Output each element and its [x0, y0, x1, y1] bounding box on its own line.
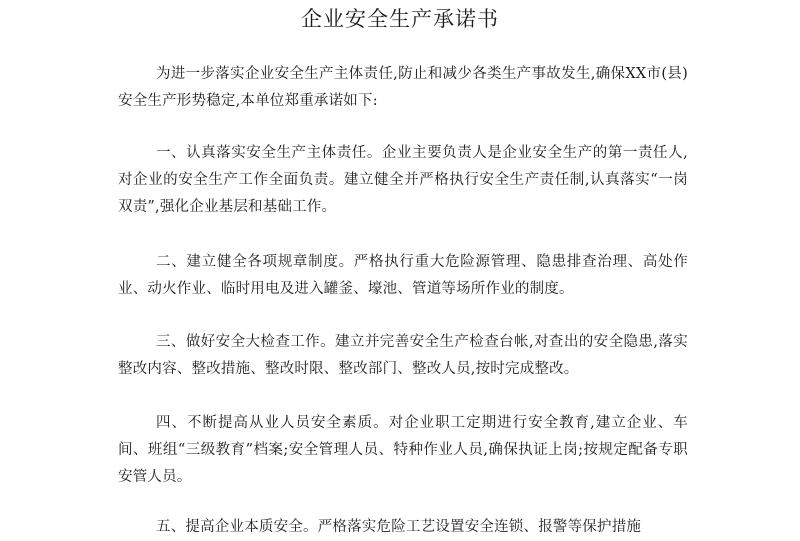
document-title: 企业安全生产承诺书: [301, 7, 499, 31]
commitment-paragraph-1: 一、认真落实安全生产主体责任。企业主要负责人是企业安全生产的第一责任人,对企业的安全生产工作全面负责。建立健全并严格执行安全生产责任制,认真落实“一岗双责”,强化企业基层和基础工作。: [118, 145, 688, 215]
commitment-paragraph-5: 五、提高企业本质安全。严格落实危险工艺设置安全连锁、报警等保护措施: [156, 519, 642, 535]
commitment-paragraph-4: 四、不断提高从业人员安全素质。对企业职工定期进行安全教育,建立企业、车间、班组“三级教育”档案;安全管理人员、特种作业人员,确保执证上岗;按规定配备专职安管人员。: [118, 415, 688, 485]
intro-paragraph: 为进一步落实企业安全生产主体责任,防止和减少各类生产事故发生,确保XX市(县)安全生产形势稳定,本单位郑重承诺如下:: [118, 66, 688, 109]
commitment-paragraph-2: 二、建立健全各项规章制度。严格执行重大危险源管理、隐患排查治理、高处作业、动火作业、临时用电及进入罐釜、壕池、管道等场所作业的制度。: [118, 254, 688, 297]
commitment-paragraph-3: 三、做好安全大检查工作。建立并完善安全生产检查台帐,对查出的安全隐患,落实整改内容、整改措施、整改时限、整改部门、整改人员,按时完成整改。: [118, 334, 688, 377]
